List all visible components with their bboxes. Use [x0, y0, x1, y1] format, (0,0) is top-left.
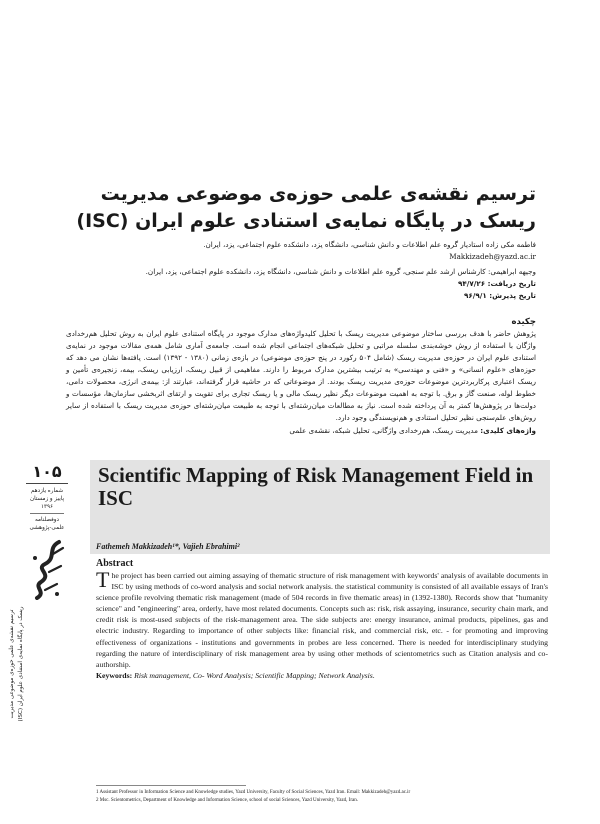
persian-keywords-label: واژه‌های کلیدی: — [480, 426, 536, 435]
footnotes — [96, 789, 548, 805]
journal-type: دوفصلنامه — [35, 517, 59, 523]
page-number: ۱۰۵ — [26, 462, 68, 484]
persian-authors — [66, 239, 536, 302]
english-keywords-label: Keywords: — [96, 670, 133, 680]
issue-number: شماره یازدهم — [30, 488, 64, 494]
persian-keywords — [66, 425, 536, 437]
journal-sidebar — [22, 462, 72, 600]
english-keywords — [96, 670, 548, 681]
received-date: تاریخ دریافت: ۹۴/۷/۲۶ — [457, 279, 536, 288]
persian-title: ترسیم نقشه‌ی علمی حوزه‌ی موضوعی مدیریت ریسک در پایگاه نمایه‌ی استنادی علوم ایران (ISC) — [76, 183, 536, 232]
issue-divider — [30, 513, 64, 514]
journal-logo-icon — [27, 538, 67, 600]
issue-info — [22, 487, 72, 532]
vertical-running-title — [8, 604, 38, 724]
footnote-2: 2 Msc. Scientometrics, Department of Knowledge and Information Science, school of social Sciences, Yazd University, Yazd, Iran. — [96, 798, 358, 803]
vertical-running-title-text: ترسیم نقشه‌ی علمی حوزه‌ی موضوعی مدیریت ریسک در پایگاه نمایه‌ی استنادی علوم ایران (ISC) — [9, 606, 24, 722]
issue-year: ۱۳۹۶ — [40, 504, 54, 510]
english-authors: Fathemeh Makkizadeh¹*, Vajieh Ebrahimi² — [96, 542, 240, 551]
english-abstract-text — [96, 567, 548, 670]
english-abstract-heading: Abstract — [96, 558, 134, 569]
persian-abstract-text: پژوهش حاضر با هدف بررسی ساختار موضوعی مدیریت ریسک با تحلیل کلیدواژه‌های مدارک موجود در پایگاه استنادی علوم ایران به روش تحلیل هم‌رخدادی واژگان با استفاده از روش خوشه‌بندی سلسله مراتبی و تحلیل شبکه‌های اجتماعی انجام شده است. جامعه‌ی آماری شامل همه‌ی مقالات موجود در نمایه‌ی استنادی علوم ایران در حوزه‌ی مدیریت ریسک (شامل ۵۰۴ رکورد در پنج حوزه‌ی موضوعی) در بازه‌ی زمانی (۱۳۸۰ - ۱۳۹۲) است. یافته‌ها نشان می دهد که حوزه‌های «علوم انسانی» و «فنی و مهندسی» به ترتیب بیشترین مدارک مربوط را دارند. مفاهیمی از قبیل ریسک، ارزیابی ریسک، بیمه، زنجیره‌ی تأمین و ریسک اعتباری پرکاربردترین موضوعات حوزه‌ی مدیریت ریسک بودند. از موضوعاتی که در حاشیه قرار گرفته‌اند، عبارتند از: بیمه‌ی انرژی، محصولات دامی، خطوط لوله، صنعت گاز و برق. با توجه به اهمیت موضوعات دیگر نظیر ریسک مالی و یا ریسک تجاری برای تقویت و ارتقای اثربخشی سازمان‌ها، مؤسسات و دولت‌ها در پژوهش‌ها کمتر به آن پرداخته شده است. نیاز به مطالعات میان‌رشته‌ای با توجه به طبیعت میان‌رشته‌ای حوزه‌ی مدیریت ریسک با استفاده از سایر روش‌های علم‌سنجی نظیر تحلیل استنادی و هم‌نویسندگی وجود دارد. — [66, 329, 536, 422]
persian-keywords-text: مدیریت ریسک، هم‌رخدادی واژگانی، تحلیل شبکه، نقشه‌ی علمی — [289, 426, 478, 435]
journal-category: علمی-پژوهشی — [29, 525, 65, 531]
accepted-date: تاریخ پذیرش: ۹۶/۹/۱ — [463, 291, 536, 300]
abstract-dropcap: T — [96, 567, 110, 592]
english-title: Scientific Mapping of Risk Management Field in ISC — [98, 463, 534, 510]
footnote-divider — [96, 785, 246, 786]
author2-affiliation: وجیهه ابراهیمی: کارشناس ارشد علم سنجی، گروه علم اطلاعات و دانش شناسی، دانشگاه یزد، دانشکده علوم اجتماعی، یزد، ایران. — [145, 267, 536, 276]
author1-affiliation: فاطمه مکی زاده استادیار گروه علم اطلاعات و دانش شناسی، دانشگاه یزد، دانشکده علوم اجتماعی، یزد، ایران. — [203, 240, 536, 249]
english-keywords-text: Risk management, Co- Word Analysis; Scientific Mapping; Network Analysis. — [134, 670, 375, 680]
persian-abstract-heading: چکیده — [511, 317, 536, 327]
persian-abstract — [66, 316, 536, 437]
footnote-1: 1 Assistant Professor in Information Science and Knowledge studies, Yazd University, Faculty of Social Sciences, Yazd Iran. Email: Makkizadeh@yazd.ac.ir — [96, 790, 411, 795]
issue-season: پاییز و زمستان — [29, 496, 65, 502]
author-email: Makkizadeh@yazd.ac.ir — [449, 252, 536, 261]
english-abstract-body: he project has been carried out aiming assaying of thematic structure of risk management with keywords' analysis of available documents in ISC by using methods of co-word analysis and social network analysis. the statistical community is consisted of all available essays of Iran's science profile revolving thematic risk management (made of 504 records in five thematic areas) in (1392-1380). Records show that "humanity science" and "engineering" area, orderly, have most related documents. Concepts such as: risk, risk assaying, insurance, security chain mark, and credit risk is most-used subjects of the risk-management area. The side subjects are: energy insurance, animal products, pipelines, gas and electric industry. Regarding to importance of other subjects like: financial risk, and commercial risk, etc. - for promoting and improving effectiveness of organizations - institutions and governments in probes are less concerned. There is needed for interdisciplinary studying regarding the nature of interdisciplinary of risk management area by using other methods of scientometrics such as Citation analysis and co-authorship. — [96, 571, 548, 669]
english-abstract — [96, 558, 548, 681]
